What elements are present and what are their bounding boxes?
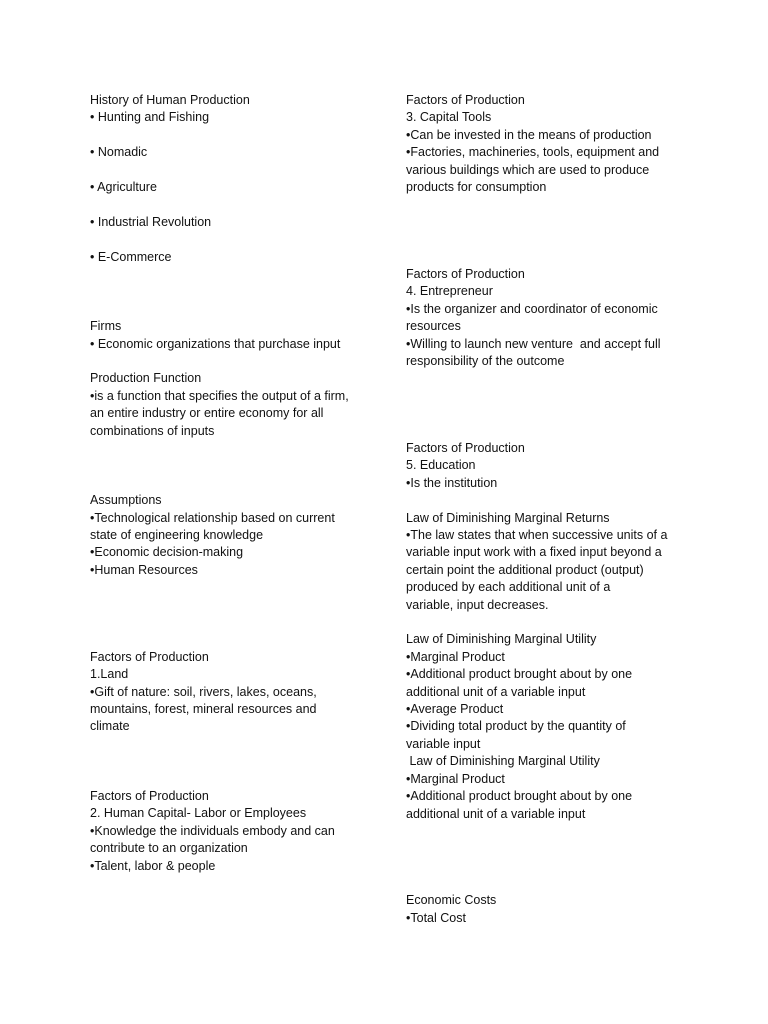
text-line: •Economic decision-making (90, 545, 244, 560)
text-line: • Economic organizations that purchase input (90, 336, 341, 351)
text-line: Factors of Production (90, 788, 209, 803)
blank-line (90, 353, 375, 370)
text-line: 5. Education (406, 458, 476, 473)
text-line: variable input work with a fixed input beyond a (406, 545, 662, 560)
blank-line (406, 492, 682, 509)
text-line: an entire industry or entire economy for all (90, 406, 324, 421)
blank-line (90, 475, 375, 492)
text-line: •Factories, machineries, tools, equipment and (406, 145, 660, 160)
blank-line (90, 736, 375, 753)
blank-line (406, 249, 682, 266)
text-line: Firms (90, 319, 122, 334)
blank-line (90, 771, 375, 788)
blank-line (90, 457, 375, 474)
text-line: Factors of Production (90, 649, 209, 664)
text-line: •Average Product (406, 702, 504, 717)
text-line: • Hunting and Fishing (90, 110, 210, 125)
text-line: • Agriculture (90, 180, 157, 194)
text-line: mountains, forest, mineral resources and (90, 701, 317, 716)
blank-line (406, 231, 682, 248)
blank-line (406, 214, 682, 231)
text-line: Factors of Production (406, 93, 525, 107)
text-line: variable, input decreases. (406, 597, 549, 612)
text-line: Factors of Production (406, 267, 525, 281)
text-line: Factors of Production (406, 441, 525, 455)
text-line: Production Function (90, 371, 202, 386)
blank-line (406, 370, 682, 387)
text-line: Law of Diminishing Marginal Utility (406, 754, 600, 769)
text-line: resources (406, 319, 461, 334)
right-column (406, 92, 682, 927)
blank-line (90, 301, 375, 318)
text-line: Law of Diminishing Marginal Returns (406, 510, 610, 525)
text-line: variable input (406, 736, 481, 751)
blank-line (90, 127, 375, 144)
text-line: •The law states that when successive units of a (406, 528, 668, 543)
text-line: • E-Commerce (90, 249, 172, 264)
text-line: certain point the additional product (output) (406, 562, 644, 577)
blank-line (406, 423, 682, 440)
text-line: various buildings which are used to produce (406, 162, 650, 177)
blank-line (406, 858, 682, 875)
text-line: • Nomadic (90, 145, 148, 160)
text-line: •Human Resources (90, 562, 198, 577)
blank-line (90, 631, 375, 648)
blank-line (406, 405, 682, 422)
text-line: products for consumption (406, 180, 547, 195)
text-line: state of engineering knowledge (90, 527, 264, 542)
text-line: •Marginal Product (406, 771, 505, 786)
blank-line (406, 388, 682, 405)
text-line: 2. Human Capital- Labor or Employees (90, 806, 307, 821)
blank-line (90, 162, 375, 179)
text-line: •Can be invested in the means of production (406, 127, 652, 142)
left-column (90, 92, 375, 875)
text-line: produced by each additional unit of a (406, 580, 611, 595)
text-line: combinations of inputs (90, 423, 215, 438)
text-line: 3. Capital Tools (406, 110, 492, 125)
text-line: additional unit of a variable input (406, 806, 586, 821)
text-line: •Gift of nature: soil, rivers, lakes, oceans, (90, 684, 317, 699)
text-line: responsibility of the outcome (406, 354, 565, 369)
blank-line (90, 597, 375, 614)
text-line: Law of Diminishing Marginal Utility (406, 632, 597, 647)
text-line: 4. Entrepreneur (406, 284, 493, 299)
blank-line (406, 196, 682, 213)
text-line: contribute to an organization (90, 841, 248, 856)
text-line: •Knowledge the individuals embody and can (90, 823, 335, 838)
blank-line (90, 579, 375, 596)
blank-line (90, 266, 375, 283)
text-line: additional unit of a variable input (406, 684, 586, 699)
text-line: •Dividing total product by the quantity of (406, 719, 626, 734)
blank-line (406, 614, 682, 631)
blank-line (406, 823, 682, 840)
blank-line (90, 283, 375, 300)
text-line: •Is the institution (406, 475, 498, 490)
blank-line (90, 614, 375, 631)
blank-line (90, 196, 375, 213)
text-line: Economic Costs (406, 893, 497, 908)
text-line: •Talent, labor & people (90, 858, 216, 873)
text-line: climate (90, 719, 130, 734)
blank-line (90, 440, 375, 457)
text-line: •Total Cost (406, 910, 466, 925)
text-line: •Technological relationship based on current (90, 510, 335, 525)
text-line: • Industrial Revolution (90, 214, 212, 229)
text-line: •is a function that specifies the output of a firm, (90, 388, 349, 403)
text-line: •Willing to launch new venture and accept full (406, 336, 661, 351)
blank-line (90, 753, 375, 770)
text-line: •Additional product brought about by one (406, 789, 633, 804)
text-line: •Is the organizer and coordinator of economic (406, 301, 658, 316)
blank-line (90, 231, 375, 248)
blank-line (406, 840, 682, 857)
text-line: 1.Land (90, 667, 129, 682)
text-line: •Marginal Product (406, 649, 505, 664)
text-line: •Additional product brought about by one (406, 667, 633, 682)
text-line: History of Human Production (90, 93, 250, 107)
text-line: Assumptions (90, 493, 162, 508)
blank-line (406, 875, 682, 892)
